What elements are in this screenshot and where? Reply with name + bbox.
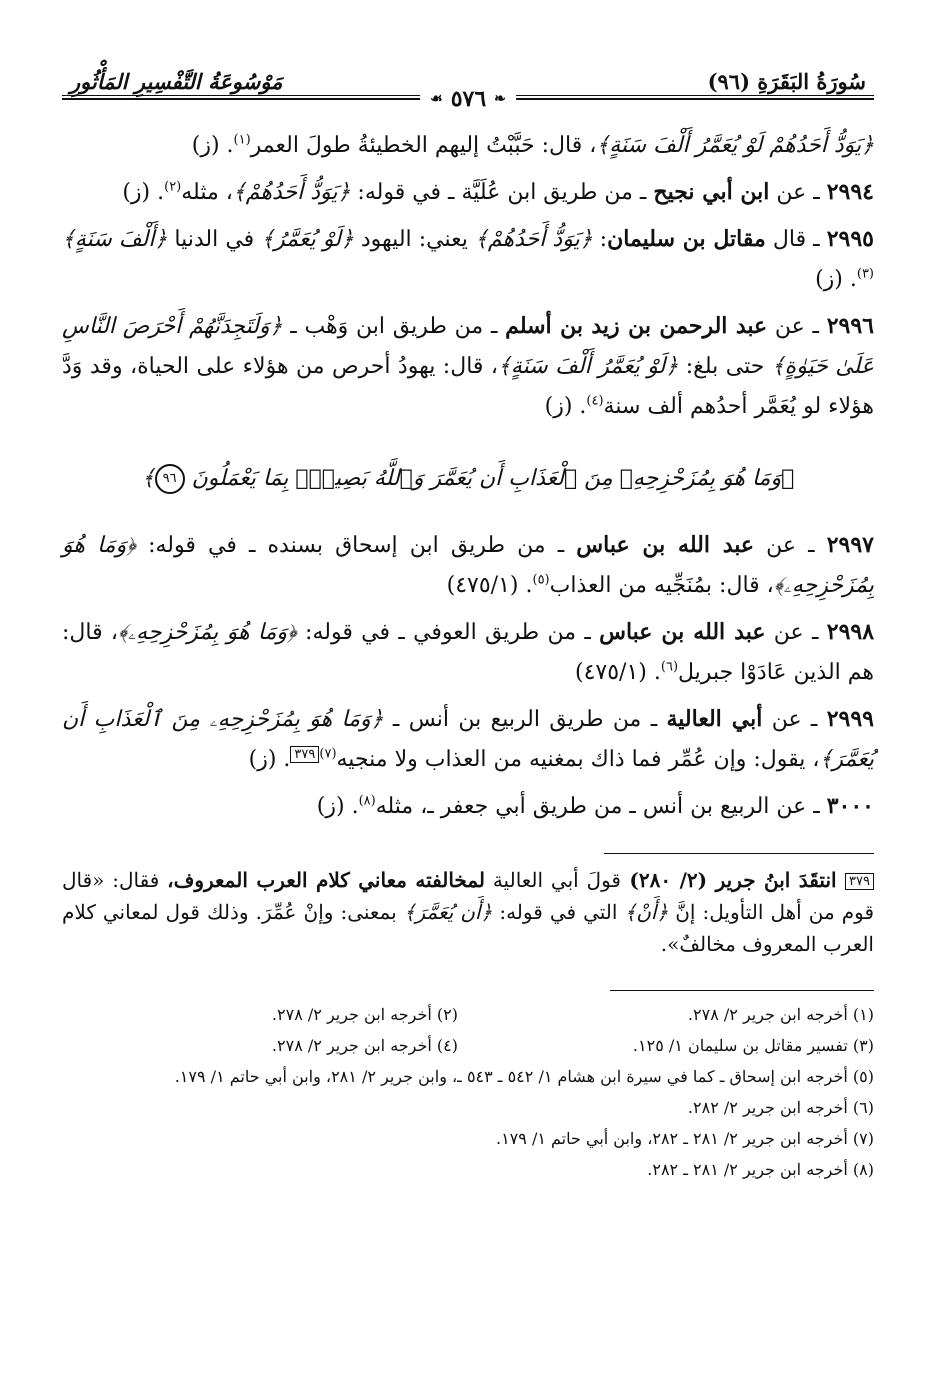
entry-text: الربيع بن أنس ـ من طريق أبي جعفر ـ، مثله <box>375 794 770 819</box>
entry-2995 <box>62 219 874 300</box>
commentary-number-box: ٣٧٩ <box>845 873 874 890</box>
quran-quote: ﴿أَلْفَ سَنَةٍ﴾ <box>62 227 168 252</box>
commentary <box>62 864 874 960</box>
entry-number: ٢٩٩٦ <box>826 313 874 339</box>
entry-text: ، قال: هم الذين عَادَوْا جبريل <box>62 620 874 685</box>
entry-text: ، مثله <box>181 180 233 205</box>
entry-text: في الدنيا <box>167 227 262 252</box>
commentary-rule <box>604 853 874 854</box>
footnote-ref: (٨) <box>358 793 376 809</box>
commentary-body: التي في قوله: <box>492 900 625 924</box>
commentary-ref-box[interactable]: ٣٧٩ <box>290 746 319 763</box>
entry-text: ، قال: يهودُ أحرص من هؤلاء على الحياة، وقد وَدَّ هؤلاء لو يُعَمَّر أحدُهم ألف سنة <box>62 354 874 419</box>
page-number-text: ٥٧٦ <box>450 86 487 112</box>
entry-text: ، يقول: وإن عُمِّر فما ذاك بمغنيه من العذاب ولا منجيه <box>336 747 820 772</box>
footnote-ref: (٥) <box>532 572 550 588</box>
entry-2994 <box>62 172 874 213</box>
entry-sep: ـ عن <box>767 314 827 339</box>
entry-tail: . (ز) <box>316 794 359 819</box>
ornament-icon: ❧ <box>494 91 506 107</box>
page-body <box>62 126 874 1185</box>
entry-text: ـ من طريق ابن إسحاق بسنده ـ في قوله: <box>135 533 577 558</box>
entry-tail: . (ز) <box>815 267 857 292</box>
entry-text: ـ من طريق ابن عُلَيَّة ـ في قوله: <box>350 180 654 205</box>
entry-sep: ـ عن <box>769 794 827 819</box>
footnote-5: (٥) أخرجه ابن إسحاق ـ كما في سيرة ابن هشام ١/ ٥٤٢ ـ ٥٤٣ ـ، وابن جرير ٢/ ٢٨١، وابن أبي حاتم ١/ ١٧٩. <box>174 1067 874 1086</box>
commentary-text <box>62 864 874 960</box>
entry-tail: . (٤٧٥/١) <box>446 573 533 598</box>
entry-2998 <box>62 612 874 693</box>
quran-quote: ﴿لَوْ يُعَمَّرُ﴾ <box>261 227 354 252</box>
verse-close: ﴾ <box>141 466 155 491</box>
entry-2997 <box>62 525 874 606</box>
entry-number: ٢٩٩٤ <box>826 179 874 205</box>
entry-sep: ـ قال <box>765 227 827 252</box>
entry-text: حتى بلغ: <box>678 354 772 379</box>
verse-text: ﴿وَمَا هُوَ بِمُزَحْزِحِهِۦ مِنَ ٱلْعَذَابِ أَن يُعَمَّرَ وَٱللَّهُ بَصِيرٌۢ بِمَا يَعْمَلُونَ <box>191 466 795 491</box>
entry-3000 <box>62 786 874 827</box>
entry-sep: ـ عن <box>754 533 827 558</box>
entry-tail: . (ز) <box>544 394 587 419</box>
entry-number: ٢٩٩٧ <box>826 532 874 558</box>
quran-quote: ﴿لَوْ يُعَمَّرُ أَلْفَ سَنَةٍ﴾ <box>497 354 679 379</box>
commentary-body: فقال: «قال قوم من أهل التأويل: إنَّ <box>62 868 874 924</box>
ayah-number-icon: ٩٦ <box>155 464 185 494</box>
entry-text: يعني: اليهود <box>353 227 475 252</box>
entry-number: ٢٩٩٩ <box>826 706 874 732</box>
entry-sep: ـ عن <box>769 180 827 205</box>
footnote-1: (١) أخرجه ابن جرير ٢/ ٢٧٨. <box>687 1005 874 1024</box>
commentary-bold: لمخالفته معاني كلام العرب المعروف، <box>167 868 485 892</box>
footnotes-grid <box>62 999 874 1061</box>
narrator-name: ابن أبي نجيح <box>653 179 770 205</box>
quran-quote: ﴿وَلَتَجِدَنَّهُمْ أَحْرَصَ النَّاسِ عَلَىٰ حَيَوٰةٍ﴾ <box>62 314 875 379</box>
header-book-title: مَوْسُوعَةُ التَّفْسِيرِ المَأْثُورِ <box>70 69 283 94</box>
entry-sep: ـ عن <box>765 620 827 645</box>
footnote-8: (٨) أخرجه ابن جرير ٢/ ٢٨١ ـ ٢٨٢. <box>647 1160 874 1179</box>
entry-text: ، قال: حَبَّبْتُ إليهم الخطيئةُ طولَ العمر <box>250 133 597 158</box>
quran-quote: ﴿يَوَدُّ أَحَدُهُمْ﴾ <box>232 180 351 205</box>
footnote-6: (٦) أخرجه ابن جرير ٢/ ٢٨٢. <box>687 1098 874 1117</box>
commentary-body: قولَ أبي العالية <box>485 868 621 892</box>
page-number <box>420 86 516 112</box>
entry-tail: . (ز) <box>248 747 291 772</box>
entry-number: ٢٩٩٥ <box>826 226 874 252</box>
footnote-ref: (٦) <box>660 659 679 675</box>
entry-text: ـ من طريق العوفي ـ في قوله: <box>296 620 600 645</box>
narrator-name: عبد الله بن عباس <box>599 619 766 645</box>
quran-quote: ﴿وَمَا هُوَ بِمُزَحْزِحِهِۦ مِنَ ٱلْعَذَابِ أَن يُعَمَّرَ﴾ <box>62 707 874 772</box>
narrator-name: أبي العالية <box>666 706 763 732</box>
entry-text: ـ من طريق ابن وَهْب ـ <box>282 314 506 339</box>
commentary-lead: انتقَدَ ابنُ جرير <box>715 868 846 892</box>
quran-quote: ﴿وَمَا هُوَ بِمُزَحْزِحِهِۦ﴾ <box>62 533 874 598</box>
header-surah: سُورَةُ البَقَرَةِ (٩٦) <box>707 69 866 94</box>
quran-quote: ﴿أَن يُعَمَّرَ﴾ <box>403 900 493 924</box>
entry-tail: . (٤٧٥/١) <box>575 660 661 685</box>
commentary-ref: (٢/ ٢٨٠) <box>620 868 716 892</box>
footnote-2: (٢) أخرجه ابن جرير ٢/ ٢٧٨. <box>271 1005 458 1024</box>
footnote-3: (٣) تفسير مقاتل بن سليمان ١/ ١٢٥. <box>632 1036 874 1055</box>
narrator-name: عبد الله بن عباس <box>576 532 755 558</box>
narrator-name: مقاتل بن سليمان <box>607 226 766 252</box>
running-header <box>62 58 874 112</box>
quran-quote: ﴿أَنْ﴾ <box>624 900 669 924</box>
footnotes <box>62 999 874 1185</box>
narrator-name: عبد الرحمن بن زيد بن أسلم <box>505 313 768 339</box>
quran-quote: ﴿وَمَا هُوَ بِمُزَحْزِحِهِۦ﴾ <box>118 620 297 645</box>
ornament-icon: ☙ <box>430 91 443 107</box>
footnote-7: (٧) أخرجه ابن جرير ٢/ ٢٨١ ـ ٢٨٢، وابن أبي حاتم ١/ ١٧٩. <box>495 1129 874 1148</box>
footnote-ref: (٣) <box>856 266 874 282</box>
entry-sep: ـ عن <box>762 707 827 732</box>
entry-tail: . (ز) <box>191 133 234 158</box>
entry-text: : <box>592 227 608 252</box>
commentary-body: بمعنى: وإنْ عُمِّرَ. وذلك قول لمعاني كلام العرب المعروف مخالفٌ». <box>62 900 874 956</box>
footnote-ref: (٤) <box>586 393 604 409</box>
entry-text: ، قال: بمُنَجِّيه من العذاب <box>549 573 774 598</box>
footnotes-rule <box>610 990 874 991</box>
verse-heading <box>62 459 874 499</box>
entry-number: ٣٠٠٠ <box>826 793 874 819</box>
footnote-ref: (١) <box>233 132 251 148</box>
footnote-4: (٤) أخرجه ابن جرير ٢/ ٢٧٨. <box>271 1036 458 1055</box>
quran-quote: ﴿يَوَدُّ أَحَدُهُمْ﴾ <box>474 227 593 252</box>
entry-tail: . (ز) <box>122 180 165 205</box>
entry-text: ـ من طريق الربيع بن أنس ـ <box>383 707 667 732</box>
quran-quote: ﴿يَوَدُّ أَحَدُهُمْ لَوْ يُعَمَّرُ أَلْفَ سَنَةٍ﴾ <box>596 133 874 158</box>
footnote-ref: (٧) <box>319 746 337 762</box>
footnote-ref: (٢) <box>164 179 182 195</box>
entry-continuation <box>62 126 874 166</box>
entry-2996 <box>62 306 874 427</box>
entry-2999 <box>62 699 874 780</box>
entry-number: ٢٩٩٨ <box>826 619 875 645</box>
